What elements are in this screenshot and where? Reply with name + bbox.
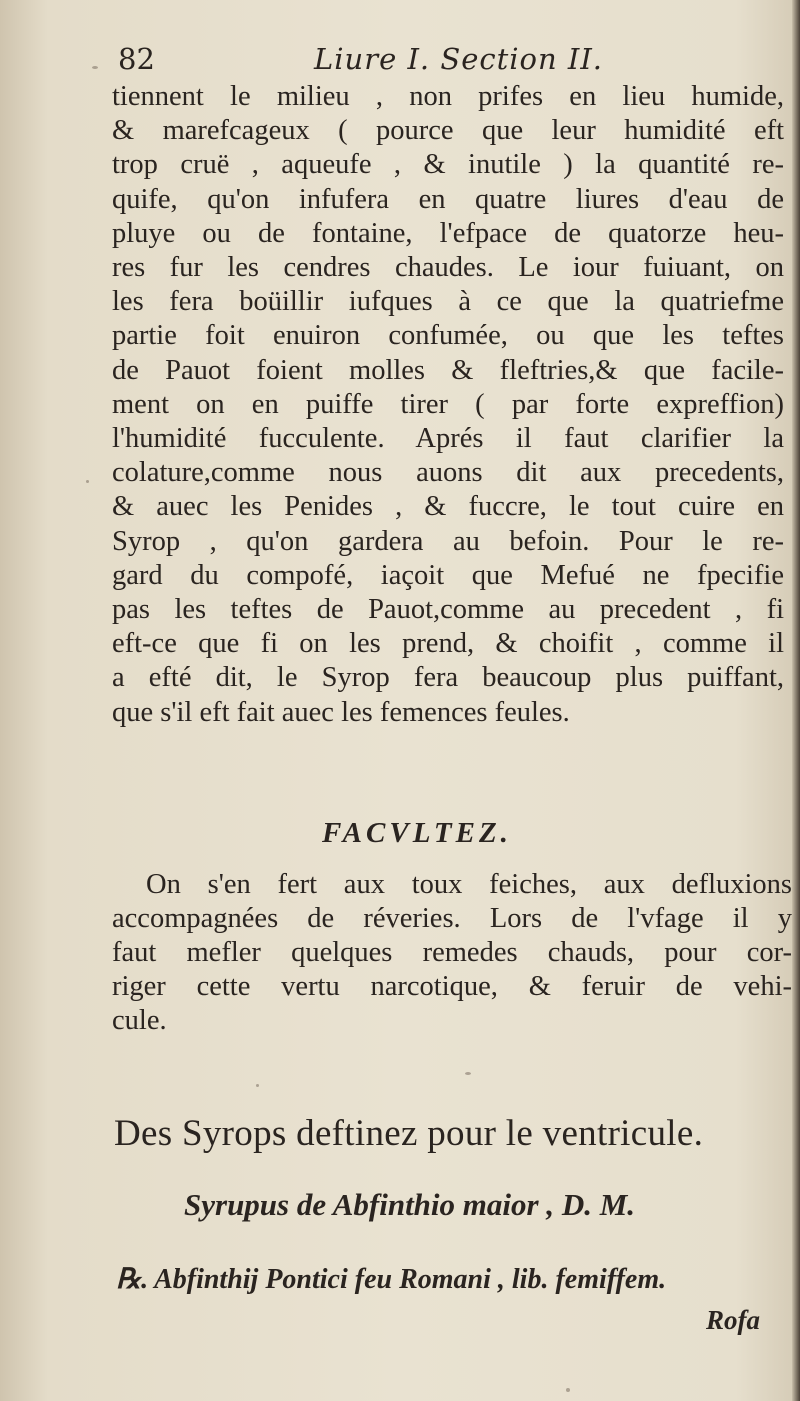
page-header xyxy=(118,42,738,82)
main-paragraph xyxy=(112,80,784,730)
text-line: & auec les Penides , & fuccre, le tout cuire en xyxy=(112,491,784,523)
text-line: cule. xyxy=(112,1005,167,1036)
text-line: faut mefler quelques remedes chauds, pour cor- xyxy=(112,937,792,968)
section-title: Des Syrops deftinez pour le ventricule. xyxy=(114,1113,704,1154)
text-line: ment on en puiffe tirer ( par forte expreffion) xyxy=(112,388,784,420)
text-line: eft-ce que fi on les prend, & choifit , comme il xyxy=(112,628,784,660)
text-line: partie foit enuiron confumée, ou que les teftes xyxy=(112,320,784,352)
text-line: colature,comme nous auons dit aux precedents, xyxy=(112,457,784,489)
text-line: riger cette vertu narcotique, & feruir de vehi- xyxy=(112,971,792,1002)
text-line: que s'il eft fait auec les femences feules. xyxy=(112,696,570,728)
faculties-paragraph xyxy=(112,868,792,1038)
catchword: Rofa xyxy=(706,1305,760,1335)
ink-speck xyxy=(256,1084,259,1087)
ink-speck xyxy=(92,66,98,69)
text-line: On s'en fert aux toux feiches, aux defluxions xyxy=(146,869,792,900)
text-line: de Pauot foient molles & fleftries,& que facile- xyxy=(112,354,784,386)
text-line: Syrop , qu'on gardera au befoin. Pour le re- xyxy=(112,525,784,557)
text-line: tiennent le milieu , non prifes en lieu humide, xyxy=(112,81,784,112)
faculties-heading: FACVLTEZ. xyxy=(322,817,512,849)
text-line: trop cruë , aqueufe , & inutile ) la quantité re- xyxy=(112,149,784,181)
page-edge-shadow xyxy=(792,0,800,1401)
text-line: accompagnées de réveries. Lors de l'vfage il y xyxy=(112,903,792,934)
ink-speck xyxy=(86,480,89,483)
recipe-title: Syrupus de Abfinthio maior , D. M. xyxy=(184,1187,636,1222)
page-number: 82 xyxy=(118,42,155,76)
text-line: quife, qu'on infufera en quatre liures d'eau de xyxy=(112,183,784,215)
text-line: res fur les cendres chaudes. Le iour fuiuant, on xyxy=(112,252,784,284)
running-title: Liure I. Section II. xyxy=(314,42,604,76)
text-line: l'humidité fucculente. Aprés il faut clarifier la xyxy=(112,423,784,455)
text-line: pluye ou de fontaine, l'efpace de quatorze heu- xyxy=(112,217,784,249)
text-line: & marefcageux ( pource que leur humidité eft xyxy=(112,115,784,147)
text-line: les fera boüillir iufques à ce que la quatriefme xyxy=(112,286,784,318)
ink-speck xyxy=(465,1072,471,1075)
text-line: gard du compofé, iaçoit que Mefué ne fpecifie xyxy=(112,559,784,591)
ink-speck xyxy=(566,1388,570,1392)
ingredient-line: ℞. Abfinthij Pontici feu Romani , lib. femiffem. xyxy=(116,1264,667,1295)
text-line: a efté dit, le Syrop fera beaucoup plus puiffant, xyxy=(112,662,784,694)
text-line: pas les teftes de Pauot,comme au precedent , fi xyxy=(112,594,784,626)
